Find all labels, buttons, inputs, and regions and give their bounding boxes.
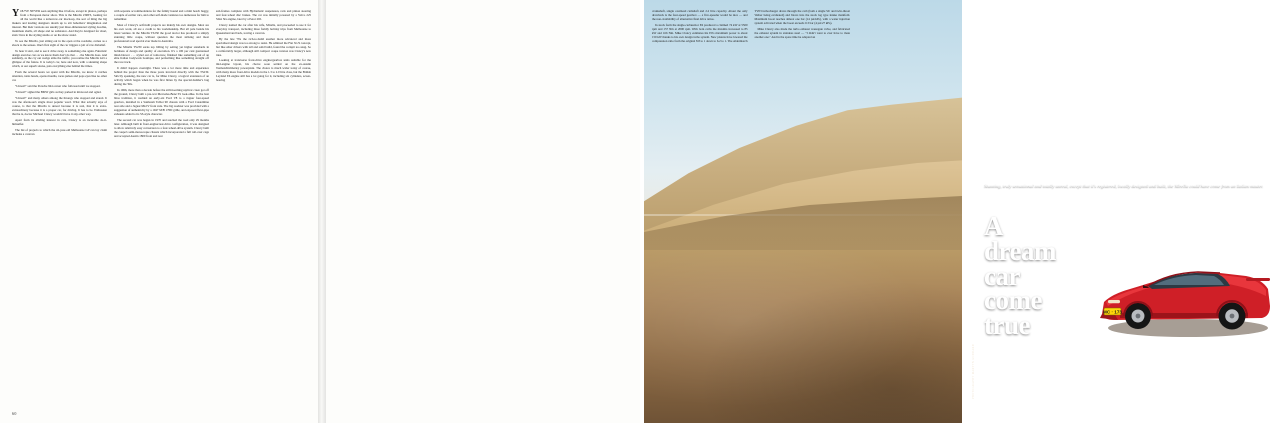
- paragraph: Mike Clancy also made the turbo exhaust wastegate valve, and fabricated the exhaust system in stainless steel — "I didn't want to ever have to mate another one." And in the spare time he adapted an: [754, 26, 850, 39]
- paragraph: It didn't happen overnight. There was a lot more time and experience behind the project than the three years involved directly with the TS230. Strictly speaking, the new car is, for Mike Clancy, a logical extension of an activity which began when he was first bitten by the special-builder's bug during the '60s.: [114, 66, 209, 87]
- paragraph: In 1966, more than a decade before the still-booming replicar craze got off the ground, Clancy built a pre-war Mercedes-Benz SS look-alike. In the best bitsa tradition, it wedded an early-six Ford V8 to a Jaguar four-speed gearbox, installed in a Sunbeam Talbot 90 chassis with a Ford Customline rear axle and a Jaguar Mk IV front axle. The big roadster was provided with a suggestion of authenticity by a 1947 M/B 170D grille, and exposed flexi-pipe exhausts added to its SS-style character.: [114, 88, 209, 116]
- paragraph: By the late '70s the rich-to-build another more advanced and more specialised design was too strong to resist. He admired the Fiat X1/9 concept, but like other drivers with tall and solid build, found the cockpit too snug. So a comfortably larger, although still compact coupe version was Clancy's new idea.: [216, 36, 311, 57]
- paragraph: The second car was begun in 1970 and reached the road only 29 months later. Although built in front-engine/rear-drive configuration, it was designed to allow relatively easy conversion to a four-wheel-drive system. Clancy built the coupe's semi-monocoque chassis which incorporated a full roll-over cage and accepted Austin 1800 front and rear: [114, 117, 209, 138]
- paragraph: with separate accommodations for the family hound and a mini beach buggy, a couple of earlier cars, and other self-made ventures too numerous for him to remember.: [114, 9, 209, 21]
- article-column-4: [652, 10, 850, 160]
- article-deck: Stunning, truly sensational and totally unreal, except that it's registered, locally designed and built, the Mirella could have come from an Italian master.: [984, 183, 1264, 188]
- paragraph: To see the Mirella, just sitting out in the open at the roadside, comes as a shock to the senses. One's first sight of the car triggers a jolt of raw disbelief.: [12, 38, 107, 47]
- paragraph: YOU'VE NEVER seen anything like it before, except in photos, perhaps from a European motor show. This is the Mirella 23RTS, looking for all the world like a tomorrow-car mock-up, the sort of thing the big makers and leading designers dream up to stir beholders' imagination and interest. But their versions are usually just three-dimensional styling doodles, inanimate shells, all shape and no substance. And they're designed for short, static lives in the styling studio or on the show stand.: [12, 8, 107, 37]
- article-column-3: [216, 10, 311, 395]
- drop-cap: Y: [12, 8, 20, 19]
- headline-line-4: come: [984, 285, 1042, 316]
- photo-credit: PHOTOGRAPHY MARTYN GODDARD: [972, 344, 975, 399]
- article-columns-right: [652, 10, 850, 160]
- right-page: [322, 0, 1264, 423]
- paragraph: Apart from its abiding interest in cars, Clancy is an incurable do-it-himselfer.: [12, 117, 107, 126]
- article-column-2: [114, 10, 209, 395]
- sand-texture: [644, 250, 962, 423]
- paragraph: The list of projects to which the 42-year-old Melbourne GP can lay claim includes a caravan: [12, 127, 107, 136]
- paragraph: The Mirella TS230 earns top billing by setting yet higher standards in boldness of design and quality of execution. It's a 100 per cent guaranteed mind-blower . . . styled out of tomorrow, finished like something out of an elite Italian bodywork boutique, and performing like something straight off the race track.: [114, 44, 209, 65]
- headline-line-1: A: [984, 211, 1003, 241]
- paragraph: "Unreal!" sighed the BMW girls as they parked in mid-road and ogled.: [15, 90, 102, 95]
- paragraph: In stock form the single-carburettor E6 produced a claimed 74 kW at 5500 rpm and 157 Nm at 2000 rpm. With twin carbs the maxima increased to 85 kW and 166 Nm. Mike Clancy estimates his E6's maximum power is about 150 kW thanks to his own design turbo system. New pistons have lowered the compression ratio from the original 8.8 to 1 down to 6.2 to 1. The Aldermarch TV03 turbocharger draws through the carb (both a single SU and twin-throat Weber being evaluated) and blows into the stock log type intake manifold. Maximum boost reaches almost one bar (14 psi/kPa), with a water injection system activated when the boost exceeds 0.3 bar (4 psi/27 kPa).: [652, 9, 850, 43]
- headline-line-3: car: [984, 260, 1020, 291]
- paragraph: crankshaft, single overhead camshaft and 2.2 litre capacity. About the only drawback is the four-speed gearbox — a five-speeder would be nice — and the non-availability of alternative final drive ratios.: [652, 9, 748, 21]
- paragraph: Clancy named the car after his wife, Mirella, and proceeded to use it for everyday transport, including three family holiday trips from Melbourne to Queensland and back, towing a caravan.: [216, 22, 311, 35]
- paragraph: "Unreal!" said the Porsche 944 owner who followed until we stopped.: [15, 84, 101, 89]
- paragraph: "Unreal!" and many others among the throngs who stopped and stared. It was the afternoon's single most popular word. What that actually says of course, is that the Mirella is unreal because it is real, that it is extra-extraordinary because it is a proper car, for driving. It has to be. Enthusiast that he is, doctor Michael Clancy wouldn't have it any other way.: [12, 96, 107, 116]
- article-columns-left: [12, 10, 312, 395]
- headline: [984, 211, 1102, 341]
- headline-line-5: true: [984, 310, 1030, 341]
- article-column-1: [12, 10, 107, 395]
- paragraph: Most of Clancy's self-built projects are mainly his own designs. Most are his own work, all are a credit to his workmanship. But all pale beside his latest venture. In the Mirella TS230 the good doctor has produced a simply stunning little coupe, without question the most striking and most professional road special ever made in Australia.: [114, 22, 209, 43]
- headline-line-2: dream: [984, 235, 1056, 266]
- number-plate-text: MC · 173: [1103, 309, 1122, 315]
- left-page: [0, 0, 322, 423]
- paragraph: Looking at transverse front-drive engine/gearbox units suitable for the mid-engine layout, his choice soon settled on the ex-Austin Tasman/Kimberley powerplant. The choice is much wider today of course, with many more front-drive models in the 1.3 to 2.0 litre class, but the British Leyland E6 engine still has a lot going for it, including six cylinders, seven-bearing: [216, 58, 311, 83]
- paragraph: From the several hours we spent with the Mirella, we know it catches attention, turns heads, opens mouths, races pulses and pops eyes like no other car.: [12, 70, 107, 83]
- page-folio: 60: [12, 411, 17, 416]
- paragraph: sub-frames complete with Hydramatic suspension, rack and pinion steering and four-wheel disc brakes. The car was initially powered by a Volvo 225 Sbist Six engine, later by a Perot 265.: [216, 9, 311, 21]
- car-photo-subject: [1096, 256, 1274, 342]
- paragraph: To hear it start, and to see it drive away, is something else again. Futuristic design exercise cars as we know them don't do that . . . the Mirella does. And suddenly, as the cry out wedge aims the traffic, you realise the Mirella isn't a glimpse of the future. It is today's car, here and now, with a stunning shape which, at our superb stroke, puts everything else behind the times.: [12, 48, 107, 69]
